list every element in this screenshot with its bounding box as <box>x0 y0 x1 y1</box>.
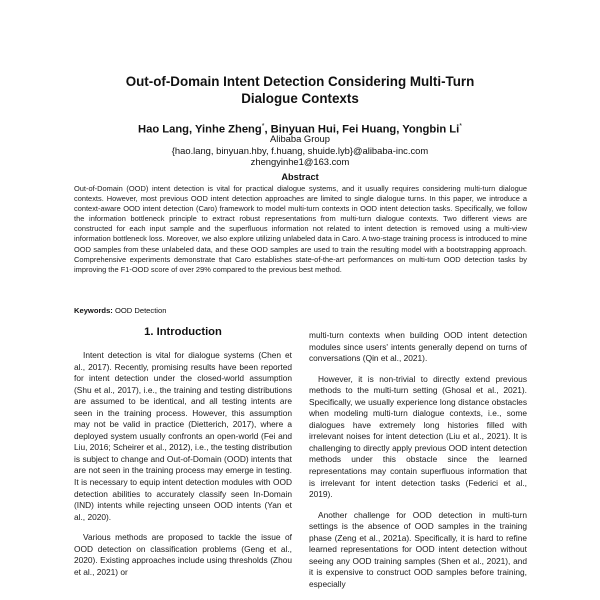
email-line-1: {hao.lang, binyuan.hby, f.huang, shuide.lyb}@alibaba-inc.com <box>171 144 429 156</box>
section-heading-introduction: 1. Introduction <box>144 326 222 338</box>
corresponding-mark-1: * <box>261 123 265 130</box>
paper-title <box>60 73 540 107</box>
title-line-2: Dialogue Contexts <box>241 91 359 106</box>
authors-part-2: , Binyuan Hui, Fei Huang, Yongbin Li <box>264 123 460 136</box>
abstract-body: Out-of-Domain (OOD) intent detection is vital for practical dialogue systems, and it usually requires considering multi-turn dialogue contexts. However, most previous OOD intent detection approaches are limited to single dialogue turns. In this paper, we introduce a context-aware OOD intent detection (Caro) framework to model multi-turn contexts in OOD intent detection tasks. Specifically, we follow the information bottleneck principle to extract robust representations from multi-turn dialogue contexts. Two different views are constructed for each input sample and the superfluous information not related to intent detection is removed using a multi-view information bottleneck loss. Moreover, we also explore utilizing unlabeled data in Caro. A two-stage training process is introduced to mine OOD samples from these unlabeled data, and these OOD samples are used to train the resulting model with a bootstrapping approach. Comprehensive experiments demonstrate that Caro establishes state-of-the-art performances on multi-turn OOD detection tasks by improving the F1-OOD score of over 29% compared to the previous best method. <box>74 184 527 274</box>
authors-part-1: Hao Lang, Yinhe Zheng <box>138 123 262 136</box>
right-column <box>309 330 527 590</box>
intro-paragraph-2: Various methods are proposed to tackle the issue of OOD detection on classification problems (Geng et al., 2020). Existing approaches include using thresholds (Zhou et al., 2021) or <box>74 532 292 577</box>
intro-paragraph-1: Intent detection is vital for dialogue systems (Chen et al., 2017). Recently, promising results have been reported for intent detection under the closed-world assumption (Shu et al., 2017), i.e., the training and testing distributions are assumed to be identical, and all testing intents are seen in the training process. However, this assumption may not be valid in practice (Dietterich, 2017), where a deployed system usually confronts an open-world (Fei and Liu, 2016; Scheirer et al., 2012), i.e., the testing distribution is subject to change and Out-of-Domain (OOD) intents that are not seen in the training process may emerge in testing. It is necessary to equip intent detection modules with OOD detection abilities to accurately classify seen In-Domain (IND) intents while rejecting unseen OOD intents (Yan et al., 2020). <box>74 350 292 522</box>
title-line-1: Out-of-Domain Intent Detection Considering Multi-Turn <box>125 74 475 89</box>
right-paragraph-continued: multi-turn contexts when building OOD intent detection modules since users' intents generally depend on turns of conversations (Qin et al., 2021). <box>309 330 527 364</box>
keywords-label: Keywords: <box>74 306 113 315</box>
corresponding-mark-2: * <box>459 123 462 130</box>
affiliation: Alibaba Group <box>270 133 330 144</box>
keywords-line <box>74 306 527 316</box>
keywords-value: OOD Detection <box>114 306 167 315</box>
abstract-heading: Abstract <box>281 172 319 182</box>
left-column <box>74 350 292 578</box>
email-line-2: zhengyinhe1@163.com <box>250 156 350 167</box>
right-paragraph-2: Another challenge for OOD detection in multi-turn settings is the absence of OOD samples in the training phase (Zeng et al., 2021a). Specifically, it is hard to refine learned representations for OOD intent detection without seeing any OOD training samples (Shen et al., 2021), and it is expensive to construct OOD samples before training, especially <box>309 509 527 589</box>
right-paragraph-1: However, it is non-trivial to directly extend previous methods to the multi-turn setting (Ghosal et al., 2021). Specifically, we usually experience long distance obstacles when modeling multi-turn dialogue contexts, i.e., some dialogues have extremely long histories filled with irrelevant noises for intent detection (Liu et al., 2021). It is challenging to directly apply previous OOD intent detection methods under this obstacle since the learned representations may contain superfluous information that is irrelevant for intent detection tasks (Federici et al., 2019). <box>309 373 527 500</box>
